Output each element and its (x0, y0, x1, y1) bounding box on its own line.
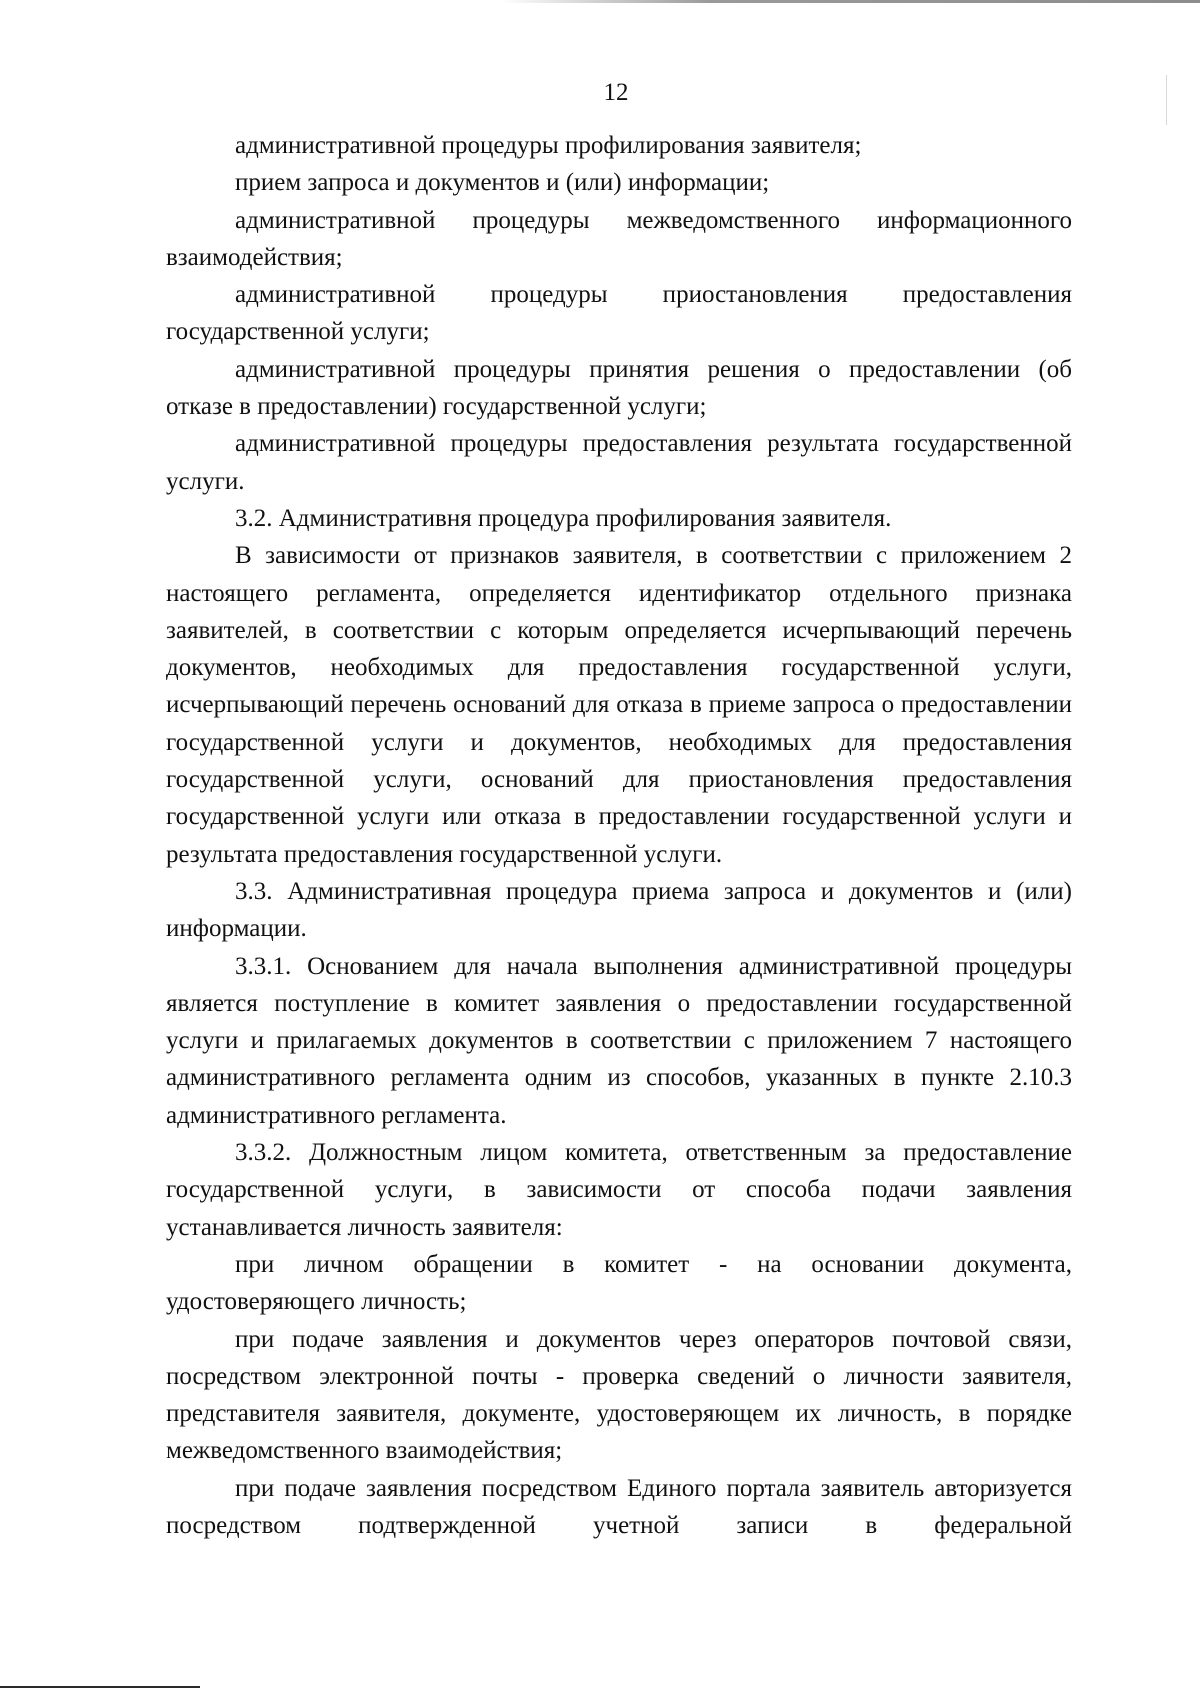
paragraph-14: при подаче заявления посредством Единого портала заявитель авторизуется посредством подтвержденной учетной записи в федеральной (166, 1474, 1072, 1539)
scan-edge-top (500, 0, 1200, 3)
paragraph-6: административной процедуры предоставления результата государственной услуги. (166, 430, 1072, 495)
section-3-3-heading: 3.3. Административная процедура приема запроса и документов и (или) информации. (166, 877, 1072, 943)
section-3-2-heading: 3.2. Административня процедура профилирования заявителя. (235, 504, 892, 532)
paragraph-13: при подаче заявления и документов через операторов почтовой связи, посредством электронной почты - проверка сведений о личности заявителя, представителя заявителя, документе, удостоверяющем их личность, в порядке межведомственного взаимодействия; (166, 1325, 1072, 1465)
paragraph-3: административной процедуры межведомственного информационного взаимодействия; (166, 206, 1072, 271)
paragraph-12: при личном обращении в комитет - на основании документа, удостоверяющего личность; (166, 1250, 1072, 1316)
section-3-3-1: 3.3.1. Основанием для начала выполнения административной процедуры является поступление в комитет заявления о предоставлении государственной услуги и прилагаемых документов в соответствии с приложением 7 настоящего административного регламента одним из способов, указанных в пункте 2.10.3 административного регламента. (166, 952, 1072, 1129)
paragraph-2: прием запроса и документов и (или) информации; (235, 169, 770, 197)
paragraph-1: административной процедуры профилирования заявителя; (235, 132, 862, 159)
document-body (166, 127, 1072, 1544)
scan-edge-bottom (0, 1686, 200, 1688)
section-3-3-2: 3.3.2. Должностным лицом комитета, ответственным за предоставление государственной услуги, в зависимости от способа подачи заявления устанавливается личность заявителя: (166, 1139, 1072, 1241)
paragraph-4: административной процедуры приостановления предоставления государственной услуги; (166, 281, 1072, 346)
page-number: 12 (603, 79, 629, 106)
paragraph-5: административной процедуры принятия решения о предоставлении (об отказе в предоставлении) государственной услуги; (166, 355, 1072, 421)
paragraph-8: В зависимости от признаков заявителя, в соответствии с приложением 2 настоящего регламента, определяется идентификатор отдельного признака заявителей, в соответствии с которым определяется исчерпывающий перечень документов, необходимых для предоставления государственной услуги, исчерпывающий перечень оснований для отказа в приеме запроса о предоставлении государственной услуги и документов, необходимых для предоставления государственной услуги, оснований для приостановления предоставления государственной услуги или отказа в предоставлении государственной услуги и результата предоставления государственной услуги. (166, 542, 1072, 868)
